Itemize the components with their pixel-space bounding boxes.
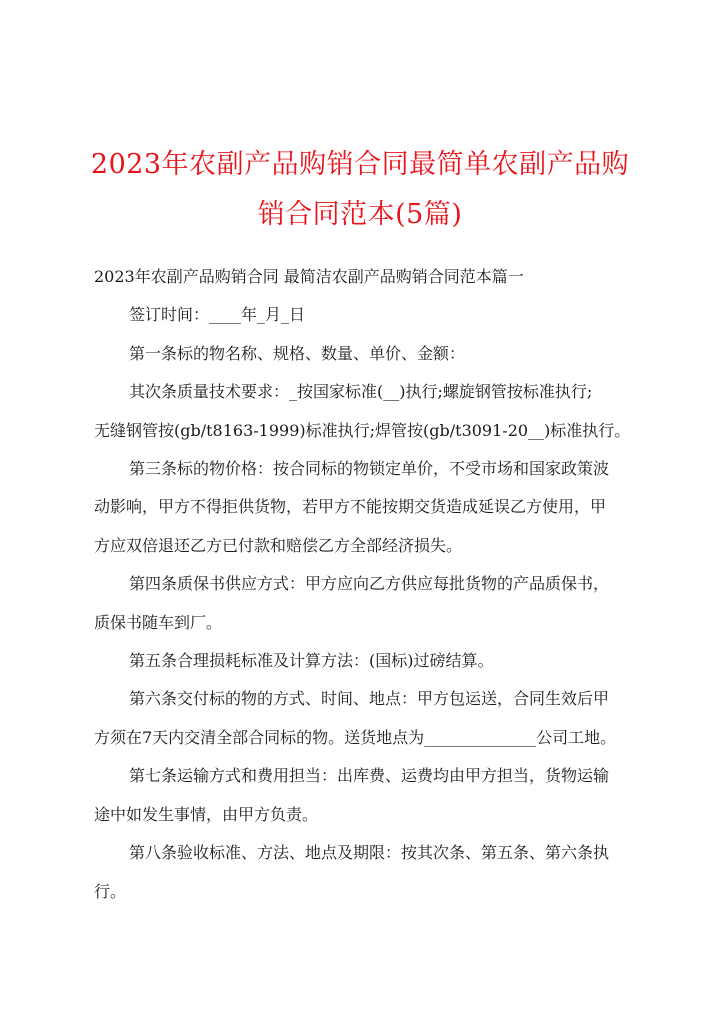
paragraph [94,680,634,757]
paragraph-line: 第四条质保书供应方式：甲方应向乙方供应每批货物的产品质保书， [129,574,610,594]
document-body [94,258,634,911]
section-heading [94,258,634,296]
title-line-1: 2023年农副产品购销合同最简单农副产品购 [90,149,630,180]
title-line-2: 销合同范本(5篇) [257,199,463,230]
paragraph [94,335,634,373]
paragraph-line: 动影响，甲方不得拒供货物，若甲方不能按期交货造成延误乙方使用，甲 [94,497,607,517]
paragraph-line: 其次条质量技术要求：_按国家标准(__)执行;螺旋钢管按标准执行; [129,382,593,402]
paragraph-line: 第七条运输方式和费用担当：出库费、运费均由甲方担当，货物运输 [129,766,610,786]
section-heading-text: 2023年农副产品购销合同 最简洁农副产品购销合同范本篇一 [94,267,524,286]
paragraph-line: 第一条标的物名称、规格、数量、单价、金额： [129,343,466,363]
paragraph [94,642,634,680]
paragraph-line: 质保书随车到厂。 [94,612,223,632]
paragraph-line: 第五条合理损耗标准及计算方法：(国标)过磅结算。 [129,651,494,671]
paragraph [94,834,634,911]
paragraph-line: 签订时间：____年_月_日 [129,305,306,325]
paragraph [94,450,634,565]
paragraph-line: 方须在7天内交清全部合同标的物。送货地点为______________公司工地。 [94,727,617,747]
paragraph [94,757,634,834]
paragraph-line: 途中如发生事情，由甲方负责。 [94,804,319,824]
paragraph-line: 行。 [94,881,127,901]
paragraph [94,296,634,334]
paragraph-line: 第三条标的物价格：按合同标的物锁定单价，不受市场和国家政策波 [129,459,610,479]
paragraph [94,373,634,450]
paragraph-line: 方应双倍退还乙方已付款和赔偿乙方全部经济损失。 [94,535,463,555]
paragraph-line: 无缝钢管按(gb/t8163-1999)标准执行;焊管按(gb/t3091-20__)标准执行。 [94,420,631,440]
document-title [80,140,640,240]
paragraph-line: 第八条验收标准、方法、地点及期限：按其次条、第五条、第六条执 [129,843,610,863]
paragraph-list [94,296,634,911]
paragraph-line: 第六条交付标的物的方式、时间、地点：甲方包运送，合同生效后甲 [129,689,610,709]
paragraph [94,565,634,642]
